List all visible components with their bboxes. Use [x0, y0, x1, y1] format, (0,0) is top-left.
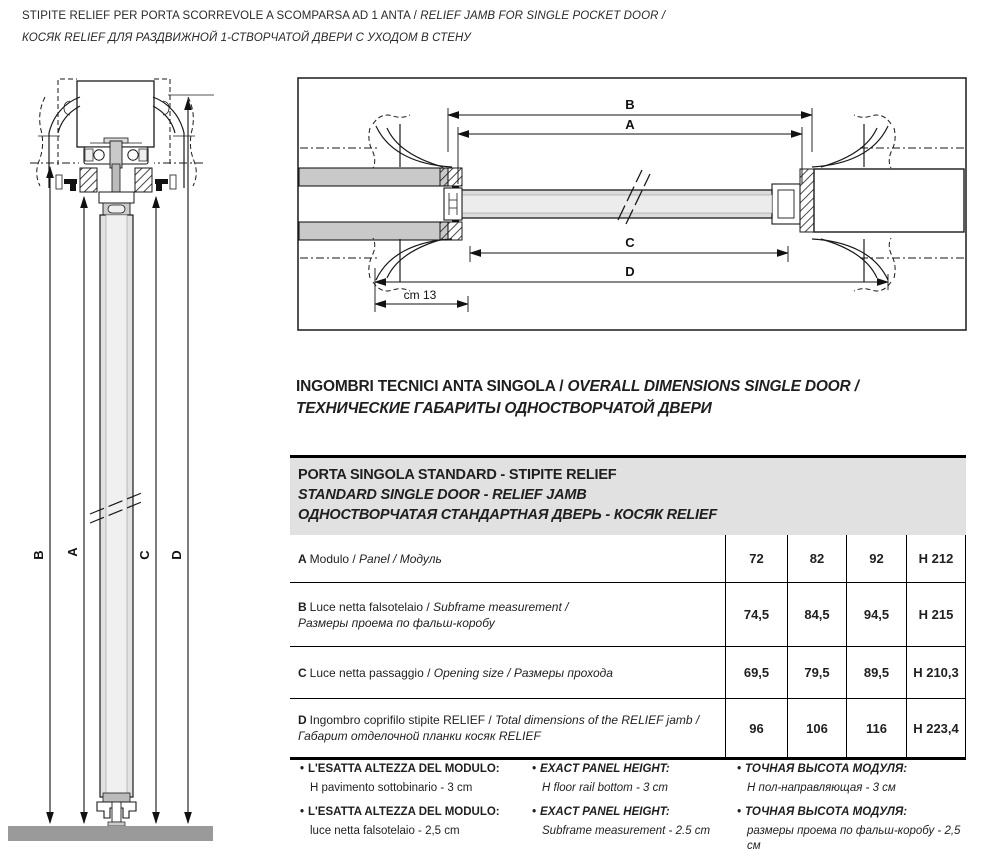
floor-guide [97, 793, 136, 826]
row-a-it: Modulo / [309, 551, 360, 566]
row-b-label [290, 583, 725, 646]
note-sub: luce netta falsotelaio - 2,5 cm [310, 825, 460, 837]
row-b-value-1: 74,5 [725, 583, 787, 646]
header-line-1 [22, 5, 722, 27]
dimensions-table [290, 535, 966, 760]
jamb-trim-left [30, 97, 80, 188]
row-b-ru: Размеры проема по фальш-коробу [298, 615, 495, 630]
note-head: ТОЧНАЯ ВЫСОТА МОДУЛЯ: [745, 806, 908, 818]
note-head: ТОЧНАЯ ВЫСОТА МОДУЛЯ: [745, 763, 908, 775]
row-b-letter: B [298, 599, 307, 614]
table-row-b [290, 583, 966, 647]
band-line-ru: ОДНОСТВОРЧАТАЯ СТАНДАРТНАЯ ДВЕРЬ - КОСЯК RELIEF [298, 507, 718, 523]
dim-label-d: D [169, 550, 184, 560]
row-a-value-4: H 212 [906, 535, 966, 582]
dim-label-c: C [137, 550, 152, 560]
bullet-icon: • [737, 763, 742, 775]
note-item [300, 762, 518, 796]
note-item [300, 805, 518, 839]
table-row-c [290, 647, 966, 699]
section-title-line-2: ТЕХНИЧЕСКИЕ ГАБАРИТЫ ОДНОСТВОРЧАТОЙ ДВЕРИ [296, 399, 712, 417]
row-b-value-2: 84,5 [787, 583, 846, 646]
notes-column-italian [300, 762, 518, 848]
floor-bar [8, 826, 213, 841]
header-en: RELIEF JAMB FOR SINGLE POCKET DOOR / [420, 10, 666, 22]
bullet-icon: • [300, 806, 305, 818]
dim-label-b-plan: B [625, 97, 635, 112]
bullet-icon: • [300, 763, 305, 775]
row-b-value-3: 94,5 [846, 583, 906, 646]
dim-label-cm13: cm 13 [403, 288, 437, 302]
row-c-letter: C [298, 665, 307, 680]
row-d-value-4: H 223,4 [906, 699, 966, 757]
door-panel [90, 215, 144, 797]
note-sub: H pavimento sottobinario - 3 cm [310, 782, 473, 794]
jamb-trim-right [153, 97, 203, 188]
bullet-icon: • [737, 806, 742, 818]
row-d-label [290, 699, 725, 757]
bullet-icon: • [532, 763, 537, 775]
dim-label-b: B [31, 550, 46, 560]
row-d-value-1: 96 [725, 699, 787, 757]
header-line-2: КОСЯК RELIEF ДЛЯ РАЗДВИЖНОЙ 1-СТВОРЧАТОЙ ДВЕРИ С УХОДОМ В СТЕНУ [22, 32, 471, 44]
row-c-en: Opening size / [433, 665, 514, 680]
note-item [737, 805, 977, 854]
notes-column-english [532, 762, 730, 848]
page-header [22, 5, 722, 49]
note-head: EXACT PANEL HEIGHT: [540, 806, 670, 818]
note-sub: Subframe measurement - 2.5 cm [542, 825, 711, 837]
note-item [532, 762, 730, 796]
note-head: L'ESATTA ALTEZZA DEL MODULO: [308, 806, 500, 818]
dim-label-c-plan: C [625, 235, 635, 250]
note-head: EXACT PANEL HEIGHT: [540, 763, 670, 775]
title-it: INGOMBRI TECNICI ANTA SINGOLA / [296, 378, 568, 395]
right-wall [814, 169, 964, 232]
plan-view-drawing [294, 72, 970, 336]
note-item [737, 762, 977, 796]
row-c-value-1: 69,5 [725, 647, 787, 698]
bullet-icon: • [532, 806, 537, 818]
row-a-ru: Модуль [399, 551, 442, 566]
row-a-value-3: 92 [846, 535, 906, 582]
row-a-label [290, 535, 725, 582]
header-it: STIPITE RELIEF PER PORTA SCORREVOLE A SCOMPARSA AD 1 ANTA / [22, 10, 421, 22]
row-d-it: Ingombro coprifilo stipite RELIEF / [309, 713, 496, 727]
row-c-ru: Размеры прохода [513, 665, 613, 680]
section-title-line-1 [296, 376, 972, 398]
note-sub: Н пол-направляющая - 3 см [747, 782, 896, 794]
hanger-assembly [99, 164, 134, 215]
row-b-en: Subframe measurement / [433, 599, 569, 614]
row-c-value-4: H 210,3 [906, 647, 966, 698]
table-header-band [290, 455, 966, 535]
band-line-en: STANDARD SINGLE DOOR - RELIEF JAMB [298, 487, 587, 503]
note-sub: H floor rail bottom - 3 cm [542, 782, 668, 794]
title-en: OVERALL DIMENSIONS SINGLE DOOR / [567, 378, 859, 395]
row-c-value-2: 79,5 [787, 647, 846, 698]
note-item [532, 805, 730, 839]
row-d-value-2: 106 [787, 699, 846, 757]
row-d-en: Total dimensions of the RELIEF jamb / [495, 713, 700, 727]
row-a-letter: A [298, 551, 307, 566]
row-b-it: Luce netta falsotelaio / [309, 599, 434, 614]
row-d-letter: D [298, 713, 307, 727]
row-b-value-4: H 215 [906, 583, 966, 646]
vertical-section-drawing [0, 55, 240, 845]
row-a-value-2: 82 [787, 535, 846, 582]
section-title [296, 376, 972, 419]
note-sub: размеры проема по фальш-коробу - 2,5 см [747, 825, 961, 852]
note-head: L'ESATTA ALTEZZA DEL MODULO: [308, 763, 500, 775]
dim-label-a-plan: A [625, 117, 635, 132]
dim-label-a: A [65, 547, 80, 557]
table-row-d [290, 699, 966, 757]
row-c-label [290, 647, 725, 698]
row-c-value-3: 89,5 [846, 647, 906, 698]
row-d-ru: Габарит отделочной планки косяк RELIEF [298, 729, 541, 743]
row-a-en: Panel / [359, 551, 400, 566]
row-a-value-1: 72 [725, 535, 787, 582]
row-d-value-3: 116 [846, 699, 906, 757]
dim-label-d-plan: D [625, 264, 635, 279]
row-c-it: Luce netta passaggio / [309, 665, 434, 680]
track-housing [58, 79, 170, 168]
band-line-it: PORTA SINGOLA STANDARD - STIPITE RELIEF [298, 467, 617, 483]
table-row-a [290, 535, 966, 583]
